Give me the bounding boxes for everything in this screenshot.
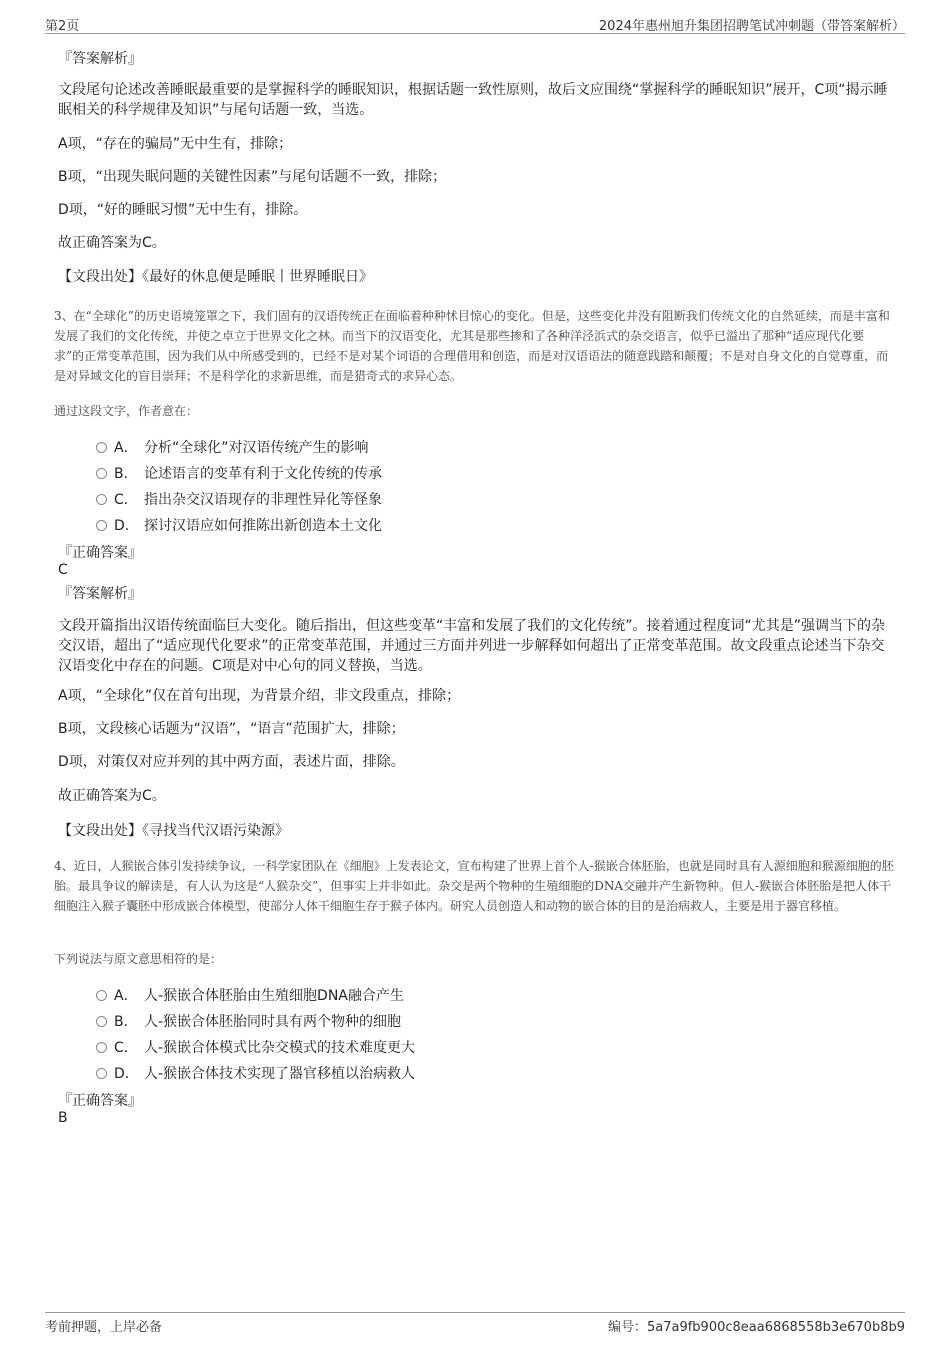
option-letter: D． [114,1066,139,1082]
radio-icon[interactable] [96,520,107,531]
page-footer [45,1312,905,1334]
option-text: 探讨汉语应如何推陈出新创造本土文化 [144,518,382,534]
page-header [45,12,905,34]
option-letter: B． [114,1014,138,1030]
option-letter: B． [114,466,138,482]
q4-options [96,984,596,1084]
option-letter: A． [114,988,138,1004]
q3-analysis-b: B项，文段核心话题为“汉语”，“语言”范围扩大，排除； [58,721,405,737]
q3-answer-label: 『正确答案』 [58,545,142,561]
option-text: 论述语言的变革有利于文化传统的传承 [144,466,382,482]
q4-answer: B [58,1110,68,1126]
option-letter: C． [114,492,138,508]
q2-analysis-d: D项，“好的睡眠习惯”无中生有，排除。 [58,202,308,218]
radio-icon[interactable] [96,1068,107,1079]
q2-analysis-para: 文段尾句论述改善睡眠最重要的是掌握科学的睡眠知识，根据话题一致性原则，故后文应围绕“掌握科学的睡眠知识”展开，C项“揭示睡眠相关的科学规律及知识”与尾句话题一致，当选。 [58,82,888,118]
option-letter: A． [114,440,138,456]
document-serial: 编号：5a7a9fb900c8eaa6868558b3e670b8b9 [607,1320,905,1335]
q2-analysis-b: B项，“出现失眠问题的关键性因素”与尾句话题不一致，排除； [58,169,447,185]
q3-analysis-conclusion: 故正确答案为C。 [58,788,166,804]
radio-icon[interactable] [96,468,107,479]
option-text: 人-猴嵌合体技术实现了器官移植以治病救人 [144,1066,416,1082]
radio-icon[interactable] [96,990,107,1001]
radio-icon[interactable] [96,442,107,453]
option-text: 分析“全球化”对汉语传统产生的影响 [144,440,369,456]
q3-stem: 3、在“全球化”的历史语境笼罩之下，我们固有的汉语传统正在面临着种种怵目惊心的变化。但是，这些变化并没有阻断我们传统文化的自然延续，而是丰富和发展了我们的文化传统，并使之卓立于世界文化之林。而当下的汉语变化，尤其是那些掺和了各种洋泾浜式的杂交语言，似乎已溢出了那种“适应现代化要求”的正常变革范围，因为我们从中所感受到的，已经不是对某个词语的合理借用和创造，而是对汉语语法的随意践踏和颠覆；不是对自身文化的自觉尊重，而是对异域文化的盲目崇拜；不是科学化的求新思维，而是猎奇式的求异心态。 [54,309,890,383]
q2-analysis-label: 『答案解析』 [58,51,142,67]
q3-analysis-label: 『答案解析』 [58,586,142,602]
q3-options [96,436,596,536]
page-number: 第2页 [45,19,80,34]
radio-icon[interactable] [96,1042,107,1053]
option-text: 人-猴嵌合体模式比杂交模式的技术难度更大 [144,1040,416,1056]
q2-source: 【文段出处】《最好的休息便是睡眠丨世界睡眠日》 [58,269,373,285]
radio-icon[interactable] [96,494,107,505]
q2-analysis-a: A项，“存在的骗局”无中生有，排除； [58,136,293,152]
q4-answer-label: 『正确答案』 [58,1093,142,1109]
q3-analysis-para: 文段开篇指出汉语传统面临巨大变化。随后指出，但这些变革“丰富和发展了我们的文化传统”。接着通过程度词“尤其是”强调当下的杂交汉语，超出了“适应现代化要求”的正常变革范围，并通过三方面并列进一步解释如何超出了正常变革范围。故文段重点论述当下杂交汉语变化中存在的问题。C项是对中心句的同义替换，当选。 [58,618,886,674]
footer-slogan: 考前押题，上岸必备 [45,1320,163,1335]
radio-icon[interactable] [96,1016,107,1027]
q3-analysis-d: D项，对策仅对应并列的其中两方面，表述片面，排除。 [58,754,405,770]
q2-analysis-conclusion: 故正确答案为C。 [58,235,166,251]
document-title: 2024年惠州旭升集团招聘笔试冲刺题（带答案解析） [598,19,905,34]
q4-stem: 4、近日，人猴嵌合体引发持续争议，一科学家团队在《细胞》上发表论文，宣布构建了世界上首个人-猴嵌合体胚胎，也就是同时具有人源细胞和猴源细胞的胚胎。最具争议的解读是，有人认为这是“人猴杂交”，但事实上并非如此。杂交是两个物种的生殖细胞的DNA交融并产生新物种。但人-猴嵌合体胚胎是把人体干细胞注入猴子囊胚中形成嵌合体模型，使部分人体干细胞生存于猴子体内。研究人员创造人和动物的嵌合体的目的是治病救人，主要是用于器官移植。 [54,859,894,913]
option-letter: D． [114,518,139,534]
q3-source: 【文段出处】《寻找当代汉语污染源》 [58,823,289,839]
option-text: 人-猴嵌合体胚胎由生殖细胞DNA融合产生 [144,988,404,1004]
q4-prompt: 下列说法与原文意思相符的是： [54,952,223,966]
option-letter: C． [114,1040,138,1056]
q3-prompt: 通过这段文字，作者意在： [54,404,199,418]
option-text: 人-猴嵌合体胚胎同时具有两个物种的细胞 [144,1014,402,1030]
q3-analysis-a: A项，“全球化”仅在首句出现，为背景介绍，非文段重点，排除； [58,688,461,704]
q3-answer: C [58,562,68,578]
option-text: 指出杂交汉语现存的非理性异化等怪象 [144,492,382,508]
